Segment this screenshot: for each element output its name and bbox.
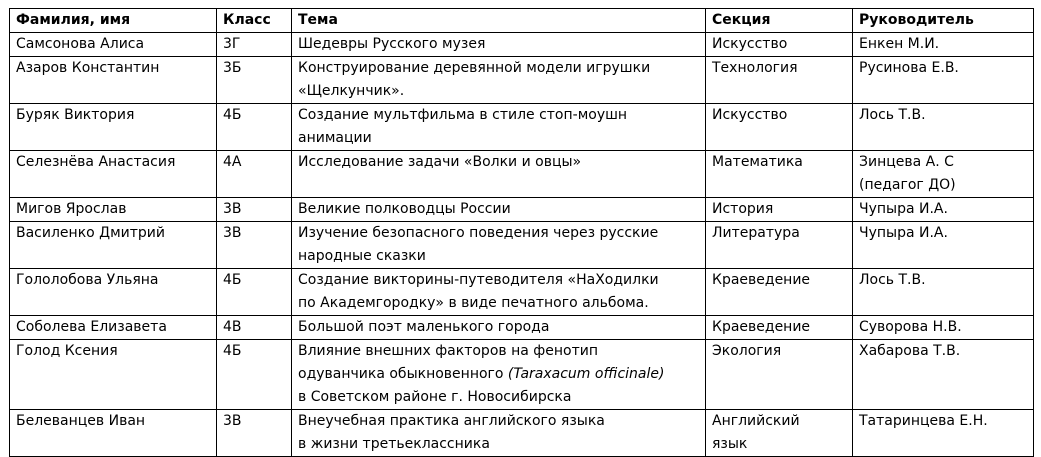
table-row [10, 198, 1034, 222]
cell-topic: Создание мультфильма в стиле стоп-моушн анимации [292, 104, 706, 151]
cell-name: Соболева Елизавета [10, 316, 217, 340]
cell-supervisor: Хабарова Т.В. [853, 340, 1034, 410]
topic-line: одуванчика обыкновенного [298, 366, 508, 382]
cell-section: Технология [706, 57, 853, 104]
cell-section: История [706, 198, 853, 222]
cell-topic: Изучение безопасного поведения через русские народные сказки [292, 222, 706, 269]
cell-topic [292, 340, 706, 410]
cell-class: 4А [217, 151, 292, 198]
header-topic: Тема [292, 9, 706, 33]
header-name: Фамилия, имя [10, 9, 217, 33]
participants-table [9, 8, 1034, 457]
table-row [10, 269, 1034, 316]
cell-name: Селезнёва Анастасия [10, 151, 217, 198]
table-row [10, 33, 1034, 57]
cell-topic: Великие полководцы России [292, 198, 706, 222]
cell-name: Белеванцев Иван [10, 410, 217, 457]
table-row [10, 316, 1034, 340]
cell-topic: Шедевры Русского музея [292, 33, 706, 57]
cell-name: Азаров Константин [10, 57, 217, 104]
header-supervisor: Руководитель [853, 9, 1034, 33]
cell-class: 4В [217, 316, 292, 340]
cell-class: 3В [217, 198, 292, 222]
cell-topic: Большой поэт маленького города [292, 316, 706, 340]
cell-section: Математика [706, 151, 853, 198]
topic-latin-name: (Taraxacum officinale) [507, 366, 665, 382]
cell-name: Гололобова Ульяна [10, 269, 217, 316]
cell-topic: Конструирование деревянной модели игрушки «Щелкунчик». [292, 57, 706, 104]
cell-class: 4Б [217, 340, 292, 410]
cell-name: Самсонова Алиса [10, 33, 217, 57]
cell-name: Буряк Виктория [10, 104, 217, 151]
cell-class: 3В [217, 410, 292, 457]
cell-topic: Внеучебная практика английского языка в жизни третьеклассника [292, 410, 706, 457]
cell-section: Краеведение [706, 269, 853, 316]
table-row [10, 151, 1034, 198]
cell-supervisor: Суворова Н.В. [853, 316, 1034, 340]
cell-section: Искусство [706, 33, 853, 57]
cell-section: Литература [706, 222, 853, 269]
cell-section: Искусство [706, 104, 853, 151]
cell-supervisor: Русинова Е.В. [853, 57, 1034, 104]
table-row [10, 222, 1034, 269]
cell-supervisor: Зинцева А. С (педагог ДО) [853, 151, 1034, 198]
cell-supervisor: Лось Т.В. [853, 104, 1034, 151]
cell-class: 4Б [217, 104, 292, 151]
cell-supervisor: Татаринцева Е.Н. [853, 410, 1034, 457]
header-section: Секция [706, 9, 853, 33]
cell-section: Экология [706, 340, 853, 410]
topic-line: в Советском районе г. Новосибирска [298, 389, 572, 405]
table-row [10, 340, 1034, 410]
table-row [10, 410, 1034, 457]
header-row [10, 9, 1034, 33]
cell-class: 3Г [217, 33, 292, 57]
table-row [10, 57, 1034, 104]
topic-line: Влияние внешних факторов на фенотип [298, 343, 598, 359]
cell-name: Мигов Ярослав [10, 198, 217, 222]
cell-class: 3В [217, 222, 292, 269]
cell-supervisor: Енкен М.И. [853, 33, 1034, 57]
cell-topic: Исследование задачи «Волки и овцы» [292, 151, 706, 198]
cell-name: Голод Ксения [10, 340, 217, 410]
cell-supervisor: Чупыра И.А. [853, 222, 1034, 269]
cell-topic: Создание викторины-путеводителя «НаХодилки по Академгородку» в виде печатного альбома. [292, 269, 706, 316]
table-row [10, 104, 1034, 151]
cell-section: Краеведение [706, 316, 853, 340]
cell-class: 4Б [217, 269, 292, 316]
cell-supervisor: Лось Т.В. [853, 269, 1034, 316]
cell-supervisor: Чупыра И.А. [853, 198, 1034, 222]
cell-class: 3Б [217, 57, 292, 104]
cell-section: Английский язык [706, 410, 853, 457]
cell-name: Василенко Дмитрий [10, 222, 217, 269]
header-class: Класс [217, 9, 292, 33]
